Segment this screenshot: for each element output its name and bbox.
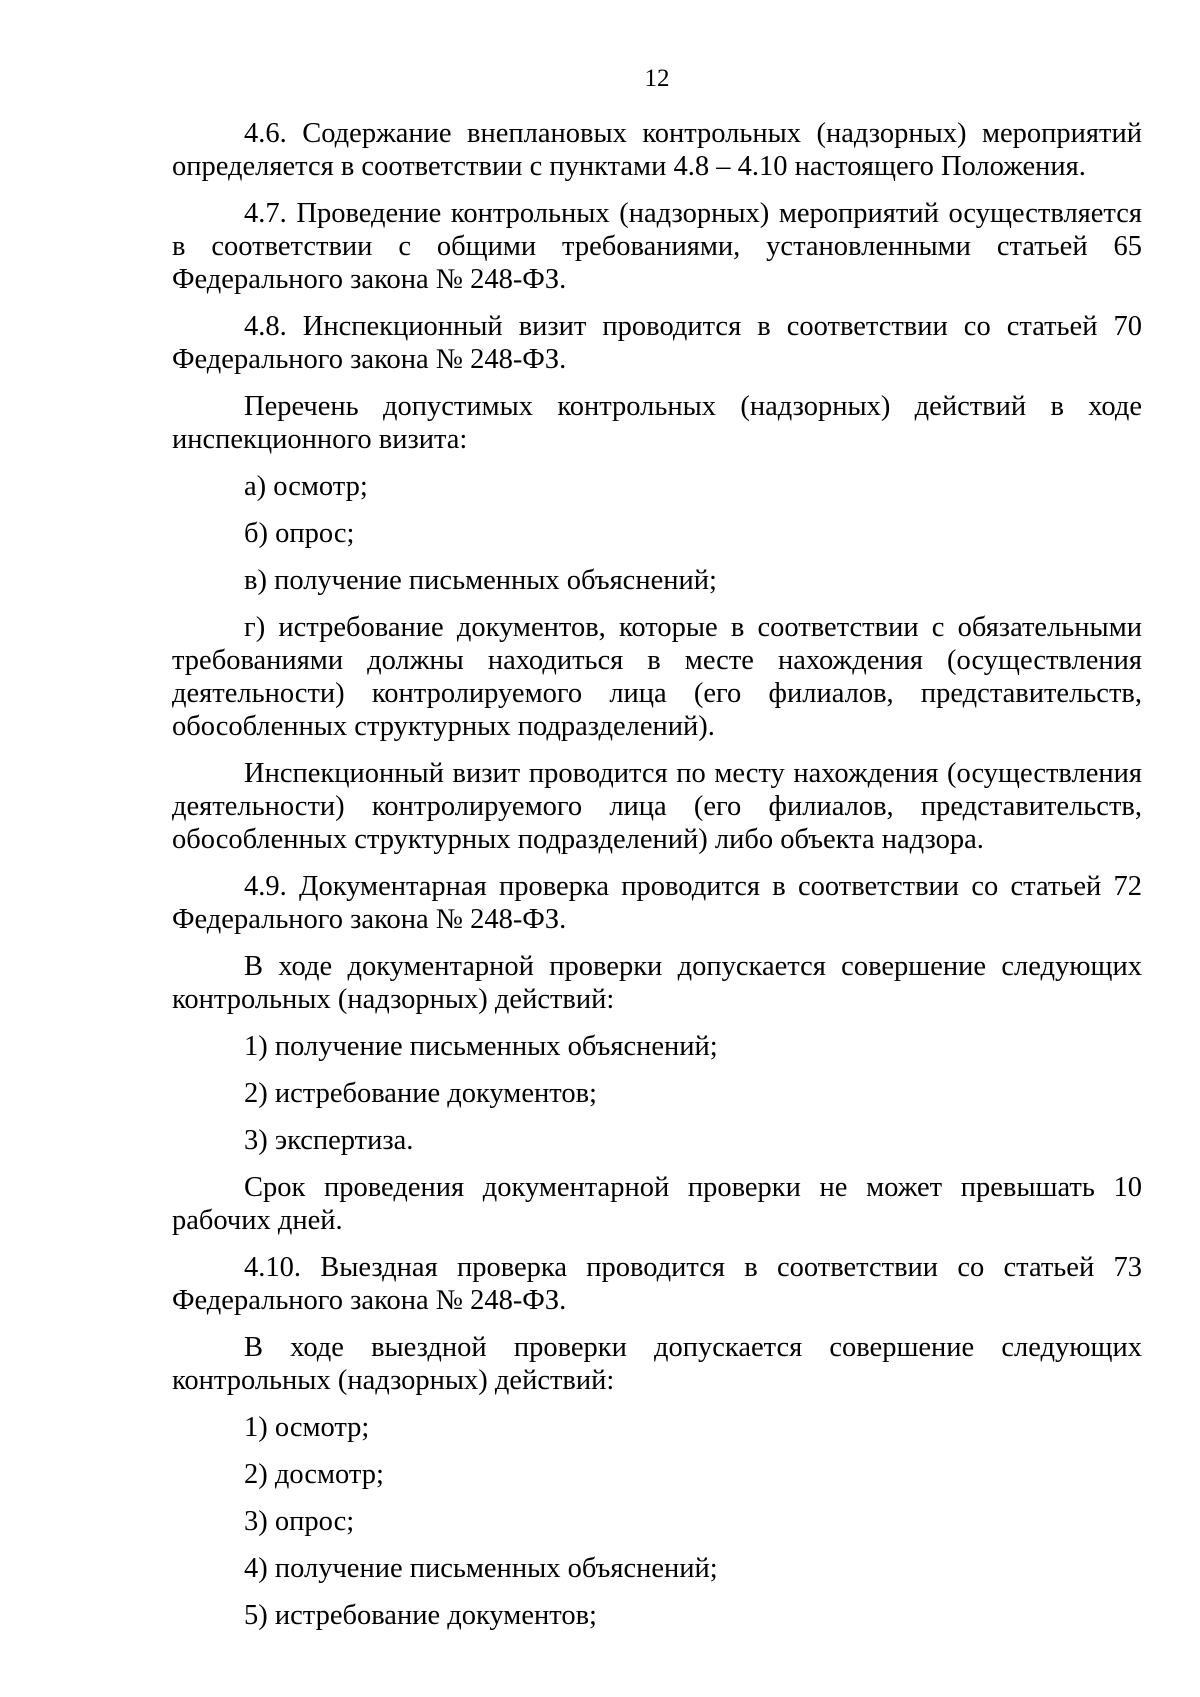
list-item: 1) получение письменных объяснений; xyxy=(244,1031,718,1062)
paragraph-documentary-actions-intro: В ходе документарной проверки допускается совершение следующих контрольных (надзорных) действий: xyxy=(172,951,1142,1015)
list-item: 4) получение письменных объяснений; xyxy=(244,1553,718,1584)
paragraph-4-6: 4.6. Содержание внеплановых контрольных (надзорных) мероприятий определяется в соответствии с пунктами 4.8 – 4.10 настоящего Положения. xyxy=(172,118,1142,182)
list-item: 2) истребование документов; xyxy=(244,1078,597,1109)
paragraph-field-actions-intro: В ходе выездной проверки допускается совершение следующих контрольных (надзорных) действий: xyxy=(172,1332,1142,1396)
list-item: а) осмотр; xyxy=(244,471,368,502)
paragraph-inspection-location: Инспекционный визит проводится по месту нахождения (осуществления деятельности) контролируемого лица (его филиалов, представительств, обособленных структурных подразделений) либо объекта надзора. xyxy=(172,758,1142,855)
paragraph-documentary-term: Срок проведения документарной проверки не может превышать 10 рабочих дней. xyxy=(172,1172,1142,1236)
list-item: б) опрос; xyxy=(244,518,355,549)
page-number: 12 xyxy=(644,65,670,92)
paragraph-4-10: 4.10. Выездная проверка проводится в соответствии со статьей 73 Федерального закона № 248-ФЗ. xyxy=(172,1252,1142,1316)
paragraph-4-9: 4.9. Документарная проверка проводится в соответствии со статьей 72 Федерального закона № 248-ФЗ. xyxy=(172,871,1142,935)
list-item: г) истребование документов, которые в соответствии с обязательными требованиями должны находиться в месте нахождения (осуществления деятельности) контролируемого лица (его филиалов, представительств, обособленных структурных подразделений). xyxy=(172,612,1142,742)
list-item: 2) досмотр; xyxy=(244,1459,384,1490)
paragraph-inspection-list-intro: Перечень допустимых контрольных (надзорных) действий в ходе инспекционного визита: xyxy=(172,391,1142,455)
paragraph-4-8: 4.8. Инспекционный визит проводится в соответствии со статьей 70 Федерального закона № 248-ФЗ. xyxy=(172,311,1142,375)
list-item: 1) осмотр; xyxy=(244,1412,370,1443)
list-item: в) получение письменных объяснений; xyxy=(244,565,717,596)
list-item: 3) опрос; xyxy=(244,1506,355,1537)
paragraph-4-7: 4.7. Проведение контрольных (надзорных) мероприятий осуществляется в соответствии с общими требованиями, установленными статьей 65 Федерального закона № 248-ФЗ. xyxy=(172,198,1142,295)
document-page xyxy=(172,64,1142,1646)
list-item: 5) истребование документов; xyxy=(244,1600,597,1631)
list-item: 3) экспертиза. xyxy=(244,1125,414,1156)
